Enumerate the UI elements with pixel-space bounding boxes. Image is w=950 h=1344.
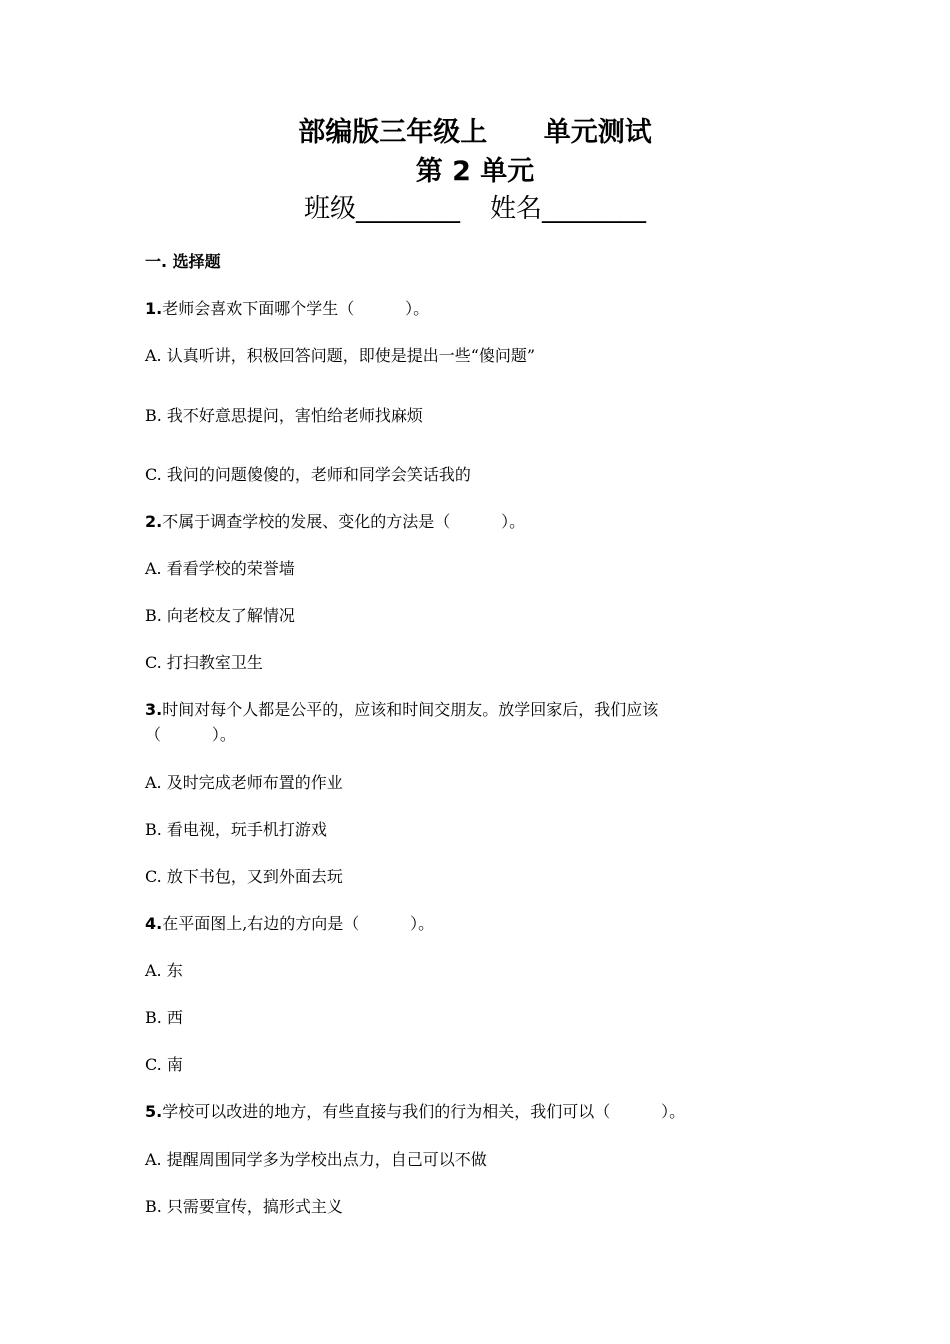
question-5-option-a[interactable]: A. 提醒周围同学多为学校出点力，自己可以不做 xyxy=(145,1150,487,1169)
question-text: 时间对每个人都是公平的，应该和时间交朋友。放学回家后，我们应该 xyxy=(162,700,659,719)
question-2-option-c[interactable]: C. 打扫教室卫生 xyxy=(145,653,263,672)
unit-title: 第 2 单元 xyxy=(415,156,535,187)
question-4-option-b[interactable]: B. 西 xyxy=(145,1008,183,1027)
student-info-line xyxy=(0,193,950,225)
question-3 xyxy=(145,699,658,721)
question-3-option-a[interactable]: A. 及时完成老师布置的作业 xyxy=(145,773,343,792)
question-number: 3. xyxy=(145,700,163,719)
question-5-option-b[interactable]: B. 只需要宣传，搞形式主义 xyxy=(145,1197,343,1216)
question-4 xyxy=(145,913,434,935)
question-4-option-a[interactable]: A. 东 xyxy=(145,961,183,980)
question-5 xyxy=(145,1101,685,1123)
question-2-option-a[interactable]: A. 看看学校的荣誉墙 xyxy=(145,559,295,578)
question-text: 老师会喜欢下面哪个学生（ ）。 xyxy=(162,299,430,318)
question-1-option-c[interactable]: C. 我问的问题傻傻的，老师和同学会笑话我的 xyxy=(145,465,471,484)
section-title: 一. 选择题 xyxy=(145,252,221,271)
question-text: 在平面图上,右边的方向是（ ）。 xyxy=(162,914,435,933)
question-text: 学校可以改进的地方，有些直接与我们的行为相关，我们可以（ ）。 xyxy=(162,1102,686,1121)
question-1-option-b[interactable]: B. 我不好意思提问，害怕给老师找麻烦 xyxy=(145,406,423,425)
question-3-continuation: （ ）。 xyxy=(145,725,236,744)
question-2-option-b[interactable]: B. 向老校友了解情况 xyxy=(145,606,295,625)
question-number: 2. xyxy=(145,512,163,531)
question-2 xyxy=(145,511,525,533)
question-number: 1. xyxy=(145,299,163,318)
question-number: 4. xyxy=(145,914,163,933)
question-number: 5. xyxy=(145,1102,163,1121)
question-1-option-a[interactable]: A. 认真听讲，积极回答问题，即使是提出一些“傻问题” xyxy=(145,346,536,365)
exam-title: 部编版三年级上 单元测试 xyxy=(298,117,652,148)
question-4-option-c[interactable]: C. 南 xyxy=(145,1055,183,1074)
question-3-option-b[interactable]: B. 看电视，玩手机打游戏 xyxy=(145,820,327,839)
class-field[interactable]: 班级________ xyxy=(303,194,460,224)
question-3-option-c[interactable]: C. 放下书包，又到外面去玩 xyxy=(145,867,343,886)
question-1 xyxy=(145,298,429,320)
question-text: 不属于调查学校的发展、变化的方法是（ ）。 xyxy=(162,512,526,531)
name-field[interactable]: 姓名________ xyxy=(490,194,647,224)
